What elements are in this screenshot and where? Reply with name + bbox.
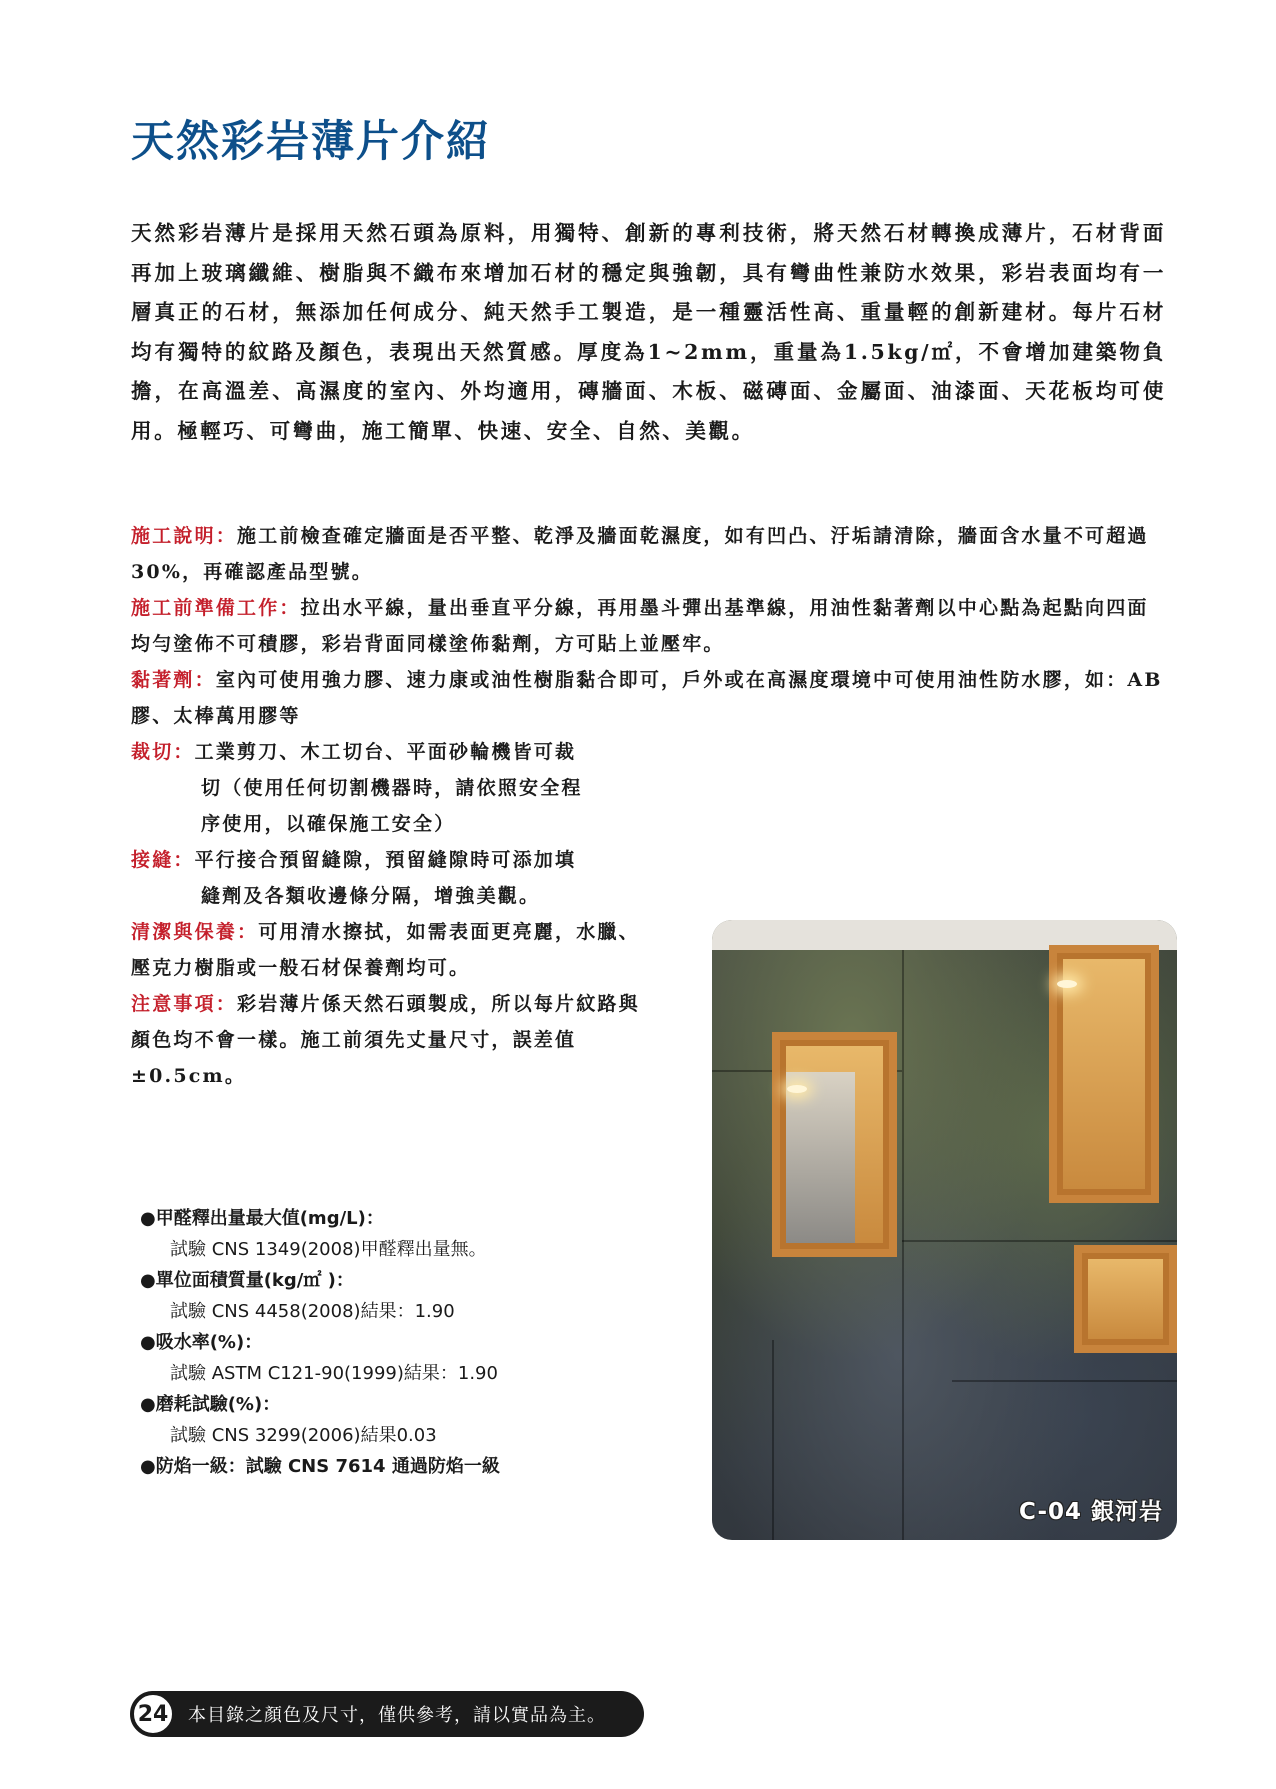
spec-detail: 試驗 CNS 1349(2008)甲醛釋出量無。 [170, 1239, 487, 1260]
section-text: 拉出水平線，量出垂直平分線，再用墨斗彈出基準線，用油性黏著劑以中心點為起點向四面均勻塗佈不可積膠，彩岩背面同樣塗佈黏劑，方可貼上並壓牢。 [131, 597, 1149, 655]
spec-heading: ●吸水率(%)： [140, 1332, 263, 1353]
niche-wood [1088, 1259, 1163, 1339]
page-number: 24 [130, 1691, 176, 1737]
section-adhesive [131, 662, 1166, 734]
panel-seam [902, 950, 904, 1540]
section-text: 室內可使用強力膠、速力康或油性樹脂黏合即可，戶外或在高濕度環境中可使用油性防水膠，如：AB膠、太棒萬用膠等 [131, 669, 1163, 727]
page-title: 天然彩岩薄片介紹 [131, 117, 491, 167]
spec-heading: ●單位面積質量(kg/㎡ )： [140, 1270, 354, 1291]
panel-seam [952, 1380, 1177, 1382]
section-label: 裁切： [131, 741, 195, 763]
section-text: 可用清水擦拭，如需表面更亮麗，水臘、壓克力樹脂或一般石材保養劑均可。 [131, 921, 640, 979]
spec-detail: 試驗 ASTM C121-90(1999)結果：1.90 [170, 1363, 498, 1384]
section-text: 序使用，以確保施工安全） [201, 813, 456, 835]
section-label: 清潔與保養： [131, 921, 259, 943]
page-footer [132, 1691, 644, 1737]
spec-heading: ●磨耗試驗(%)： [140, 1394, 281, 1415]
section-cutting [131, 734, 691, 842]
section-label: 施工說明： [131, 525, 238, 547]
photo-caption: C-04 銀河岩 [1019, 1499, 1163, 1525]
spec-detail: 試驗 CNS 3299(2006)結果0.03 [170, 1425, 437, 1446]
niche-light [1057, 980, 1077, 988]
section-joint [131, 842, 691, 914]
niche-mirror [786, 1072, 855, 1243]
section-label: 接縫： [131, 849, 195, 871]
spec-detail: 試驗 CNS 4458(2008)結果：1.90 [170, 1301, 455, 1322]
wall-niche [1074, 1245, 1177, 1353]
section-text: 切（使用任何切割機器時，請依照安全程 [201, 777, 583, 799]
section-text: 縫劑及各類收邊條分隔，增強美觀。 [201, 885, 541, 907]
spec-heading: ●防焰一級：試驗 CNS 7614 通過防焰一級 [140, 1456, 500, 1477]
section-notice [131, 986, 641, 1094]
section-label: 注意事項： [131, 993, 238, 1015]
section-construction [131, 518, 1166, 590]
section-text: 施工前檢查確定牆面是否平整、乾淨及牆面乾濕度，如有凹凸、汙垢請清除，牆面含水量不可超過30%，再確認產品型號。 [131, 525, 1149, 583]
panel-seam [902, 1240, 1177, 1242]
footer-note: 本目錄之顏色及尺寸，僅供參考，請以實品為主。 [188, 1705, 606, 1726]
section-preparation [131, 590, 1166, 662]
spec-heading: ●甲醛釋出量最大值(mg/L)： [140, 1208, 384, 1229]
panel-seam [772, 1340, 774, 1540]
section-text: 彩岩薄片係天然石頭製成，所以每片紋路與顏色均不會一樣。施工前須先丈量尺寸，誤差值±0.5cm。 [131, 993, 640, 1087]
product-photo [712, 920, 1177, 1540]
wall-niche [772, 1032, 897, 1257]
section-cleaning [131, 914, 641, 986]
section-text: 工業剪刀、木工切台、平面砂輪機皆可裁 [194, 741, 577, 763]
niche-wood [1063, 959, 1145, 1189]
spec-list [140, 1203, 700, 1482]
section-label: 黏著劑： [131, 669, 216, 691]
niche-light [787, 1085, 807, 1093]
intro-paragraph: 天然彩岩薄片是採用天然石頭為原料，用獨特、創新的專利技術，將天然石材轉換成薄片，石材背面再加上玻璃纖維、樹脂與不織布來增加石材的穩定與強韌，具有彎曲性兼防水效果，彩岩表面均有一層真正的石材，無添加任何成分、純天然手工製造，是一種靈活性高、重量輕的創新建材。每片石材均有獨特的紋路及顏色，表現出天然質感。厚度為1~2mm，重量為1.5kg/㎡，不會增加建築物負擔，在高溫差、高濕度的室內、外均適用，磚牆面、木板、磁磚面、金屬面、油漆面、天花板均可使用。極輕巧、可彎曲，施工簡單、快速、安全、自然、美觀。 [131, 221, 1166, 443]
section-text: 平行接合預留縫隙，預留縫隙時可添加填 [194, 849, 577, 871]
section-label: 施工前準備工作： [131, 597, 301, 619]
